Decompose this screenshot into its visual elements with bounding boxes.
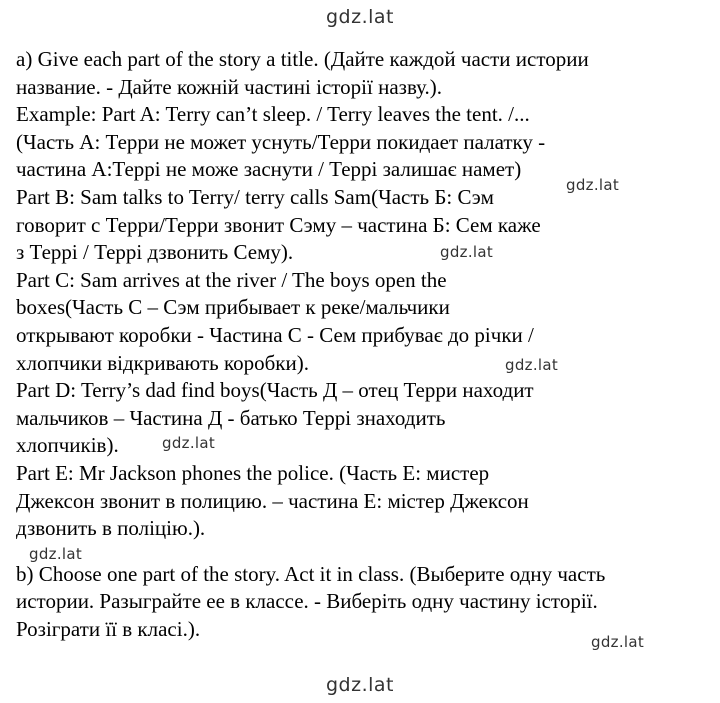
text-line: Part C: Sam arrives at the river / The boys open the: [16, 267, 447, 292]
text-line: a) Give each part of the story a title. (Дайте каждой части истории: [16, 47, 589, 71]
watermark: gdz.lat: [162, 434, 216, 452]
text-line: хлопчики відкривають коробки).: [16, 350, 309, 375]
text-line: boxes(Часть С – Сэм прибывает к реке/мальчики: [16, 295, 450, 320]
watermark: gdz.lat: [591, 633, 645, 651]
text-line: Part B: Sam talks to Terry/ terry calls Sam(Часть Б: Сэм: [16, 184, 494, 209]
text-line: Example: Part A: Terry can’t sleep. / Terry leaves the tent. /...: [16, 102, 530, 127]
watermark: gdz.lat: [29, 545, 83, 563]
text-line: Розіграти її в класі.).: [16, 616, 201, 641]
watermark: gdz.lat: [505, 356, 559, 374]
watermark: gdz.lat: [566, 176, 620, 194]
paragraph-gap: [16, 543, 706, 561]
text-line: хлопчиків).: [16, 433, 119, 458]
site-footer: gdz.lat: [325, 674, 394, 696]
text-line: говорит с Терри/Терри звонит Сэму – частина Б: Сем каже: [16, 212, 541, 237]
text-line: Джексон звонит в полицию. – частина Е: містер Джексон: [16, 488, 529, 513]
text-line: истории. Разыграйте ее в классе. - Виберіть одну частину історії.: [16, 589, 598, 614]
site-header: gdz.lat: [325, 6, 394, 28]
text-line: з Террі / Террі дзвонить Сему).: [16, 240, 294, 265]
watermark: gdz.lat: [440, 243, 494, 261]
text-line: дзвонить в поліцію.).: [16, 516, 206, 541]
text-line: b) Choose one part of the story. Act it in class. (Выберите одну часть: [16, 561, 606, 586]
text-line: мальчиков – Частина Д - батько Террі знаходить: [16, 405, 446, 430]
text-line: открывают коробки - Частина С - Сем прибуває до річки /: [16, 322, 534, 347]
text-line: Part D: Terry’s dad find boys(Часть Д – отец Терри находит: [16, 378, 534, 403]
text-line: (Часть А: Терри не может уснуть/Терри покидает палатку -: [16, 129, 546, 154]
text-line: частина А:Террі не може заснути / Террі залишає намет): [16, 157, 522, 182]
text-line: Part E: Mr Jackson phones the police. (Часть Е: мистер: [16, 460, 490, 485]
exercise-text: [16, 46, 706, 643]
text-line: название. - Дайте кожній частині історії назву.).: [16, 74, 443, 99]
